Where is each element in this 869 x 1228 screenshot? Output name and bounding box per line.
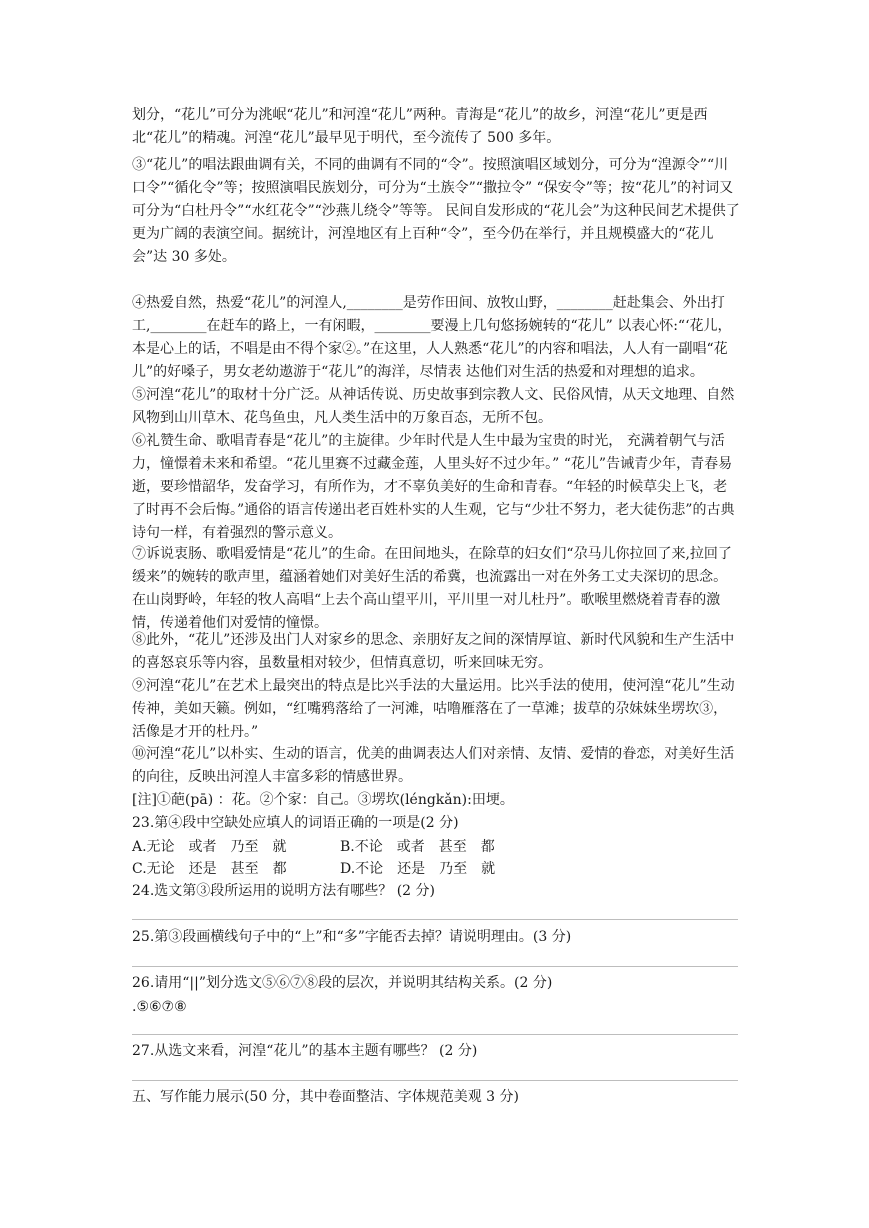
question-24: 24.选文第③段所运用的说明方法有哪些？ (2 分) [132,883,435,899]
option-d: D.不论 还是 乃至 就 [340,861,496,877]
passage-paragraph-5: ⑤河湟“花儿”的取材十分广泛。从神话传说、历史故事到宗教人文、民俗风情，从天文地理、自然风物到山川草木、花鸟鱼虫，凡人类生活中的万象百态，无所不包。 [132,387,735,426]
option-c: C.无论 还是 甚至 都 [132,861,287,877]
passage-paragraph-7: ⑦诉说衷肠、歌唱爱情是“花儿”的生命。在田间地头，在除草的妇女们“尕马儿你拉回了来,拉回了缓来”的婉转的歌声里，蕴涵着她们对美好生活的希冀，也流露出一对在外务工丈夫深切的思念。在山岗野岭，年轻的牧人高唱“上去个高山望平川，平川里一对儿杜丹”。歌喉里燃烧着青春的激情，传递着他们对爱情的憧憬。 [132,546,732,631]
answer-line-25 [132,966,738,967]
passage-paragraph-10: ⑩河湟“花儿”以朴实、生动的语言，优美的曲调表达人们对亲情、友情、爱情的眷恋，对美好生活的向往，反映出河湟人丰富多彩的情感世界。 [132,746,735,785]
option-b: B.不论 或者 甚至 都 [340,839,495,855]
question-27: 27.从选文来看，河湟“花儿”的基本主题有哪些？ (2 分) [132,1043,478,1059]
section-5-heading: 五、写作能力展示(50 分，其中卷面整洁、字体规范美观 3 分) [132,1089,519,1105]
passage-paragraph-3: ③“花儿”的唱法跟曲调有关，不同的曲调有不同的“令”。按照演唱区域划分，可分为“湟源令”“川口令”“循化令”等；按照演唱民族划分，可分为“土族令”“撒拉令” “保安令”等；按“花儿”的衬词又可分为“白杜丹令”“水红花令”“沙燕儿绕令”等等。 民间自发形成的“花儿会”为这种民间艺术提供了更为广阔的表演空间。据统计，河湟地区有上百种“令”，至今仍在举行，并且规模盛大的“花儿会”达 30 多处。 [132,157,740,265]
passage-paragraph-9: ⑨河湟“花儿”在艺术上最突出的特点是比兴手法的大量运用。比兴手法的使用，使河湟“花儿”生动传神，美如天籁。例如，“红嘴鸦落给了一河滩，咕噜雁落在了一草滩；拔草的尕妹妹坐塄坎③，活像是才开的杜丹。” [132,678,735,740]
question-23: 23.第④段中空缺处应填人的词语正确的一项是(2 分) [132,815,459,831]
footnote: [注]①葩(pā) ：花。②个家：自己。③塄坎(léngkǎn):田埂。 [132,792,514,808]
answer-line-26 [132,1034,738,1035]
passage-paragraph-8: ⑧此外，“花儿”还涉及出门人对家乡的思念、亲朋好友之间的深情厚谊、新时代风貌和生产生活中的喜怒哀乐等内容，虽数量相对较少，但情真意切，听来回味无穷。 [132,632,735,671]
option-a: A.无论 或者 乃至 就 [132,839,287,855]
question-26: 26.请用“||”划分选文⑤⑥⑦⑧段的层次，并说明其结构关系。(2 分) [132,975,553,991]
answer-line-24 [132,919,738,920]
question-25: 25.第③段画横线句子中的“上”和“多”字能否去掉？请说明理由。(3 分) [132,929,572,945]
passage-paragraph-6: ⑥礼赞生命、歌唱青春是“花儿”的主旋律。少年时代是人生中最为宝贵的时光， 充满着朝气与活力，憧憬着未来和希望。“花儿里赛不过藏金莲，人里头好不过少年。” “花儿”告诫青少年，青春易逝，要珍惜韶华，发奋学习，有所作为，才不辜负美好的生命和青春。“年轻的时候草尖上飞，老了时再不会后悔。”通俗的语言传递出老百姓朴实的人生观，它与“少壮不努力，老大徒伤悲”的古典诗句一样，有着强烈的警示意义。 [132,433,735,541]
answer-line-27 [132,1080,738,1081]
question-26-answer-stub: .⑤⑥⑦⑧ [132,999,187,1015]
passage-paragraph-intro: 划分，“花儿”可分为洮岷“花儿”和河湟“花儿”两种。青海是“花儿”的故乡，河湟“花儿”更是西北“花儿”的精魂。河湟“花儿”最早见于明代，至今流传了 500 多年。 [132,107,708,146]
passage-paragraph-4: ④热爱自然，热爱“花儿”的河湟人,________是劳作田间、放牧山野，________赶赴集会、外出打工,________在赶车的路上，一有闲暇，________要漫上几句悠扬婉转的“花儿” 以表心怀:“‘花儿，本是心上的话，不唱是由不得个家②。”在这里，人人熟悉“花儿”的内容和唱法，人人有一副唱“花儿”的好嗓子，男女老幼遨游于“花儿”的海洋，尽情表 达他们对生活的热爱和对理想的追求。 [132,295,732,380]
